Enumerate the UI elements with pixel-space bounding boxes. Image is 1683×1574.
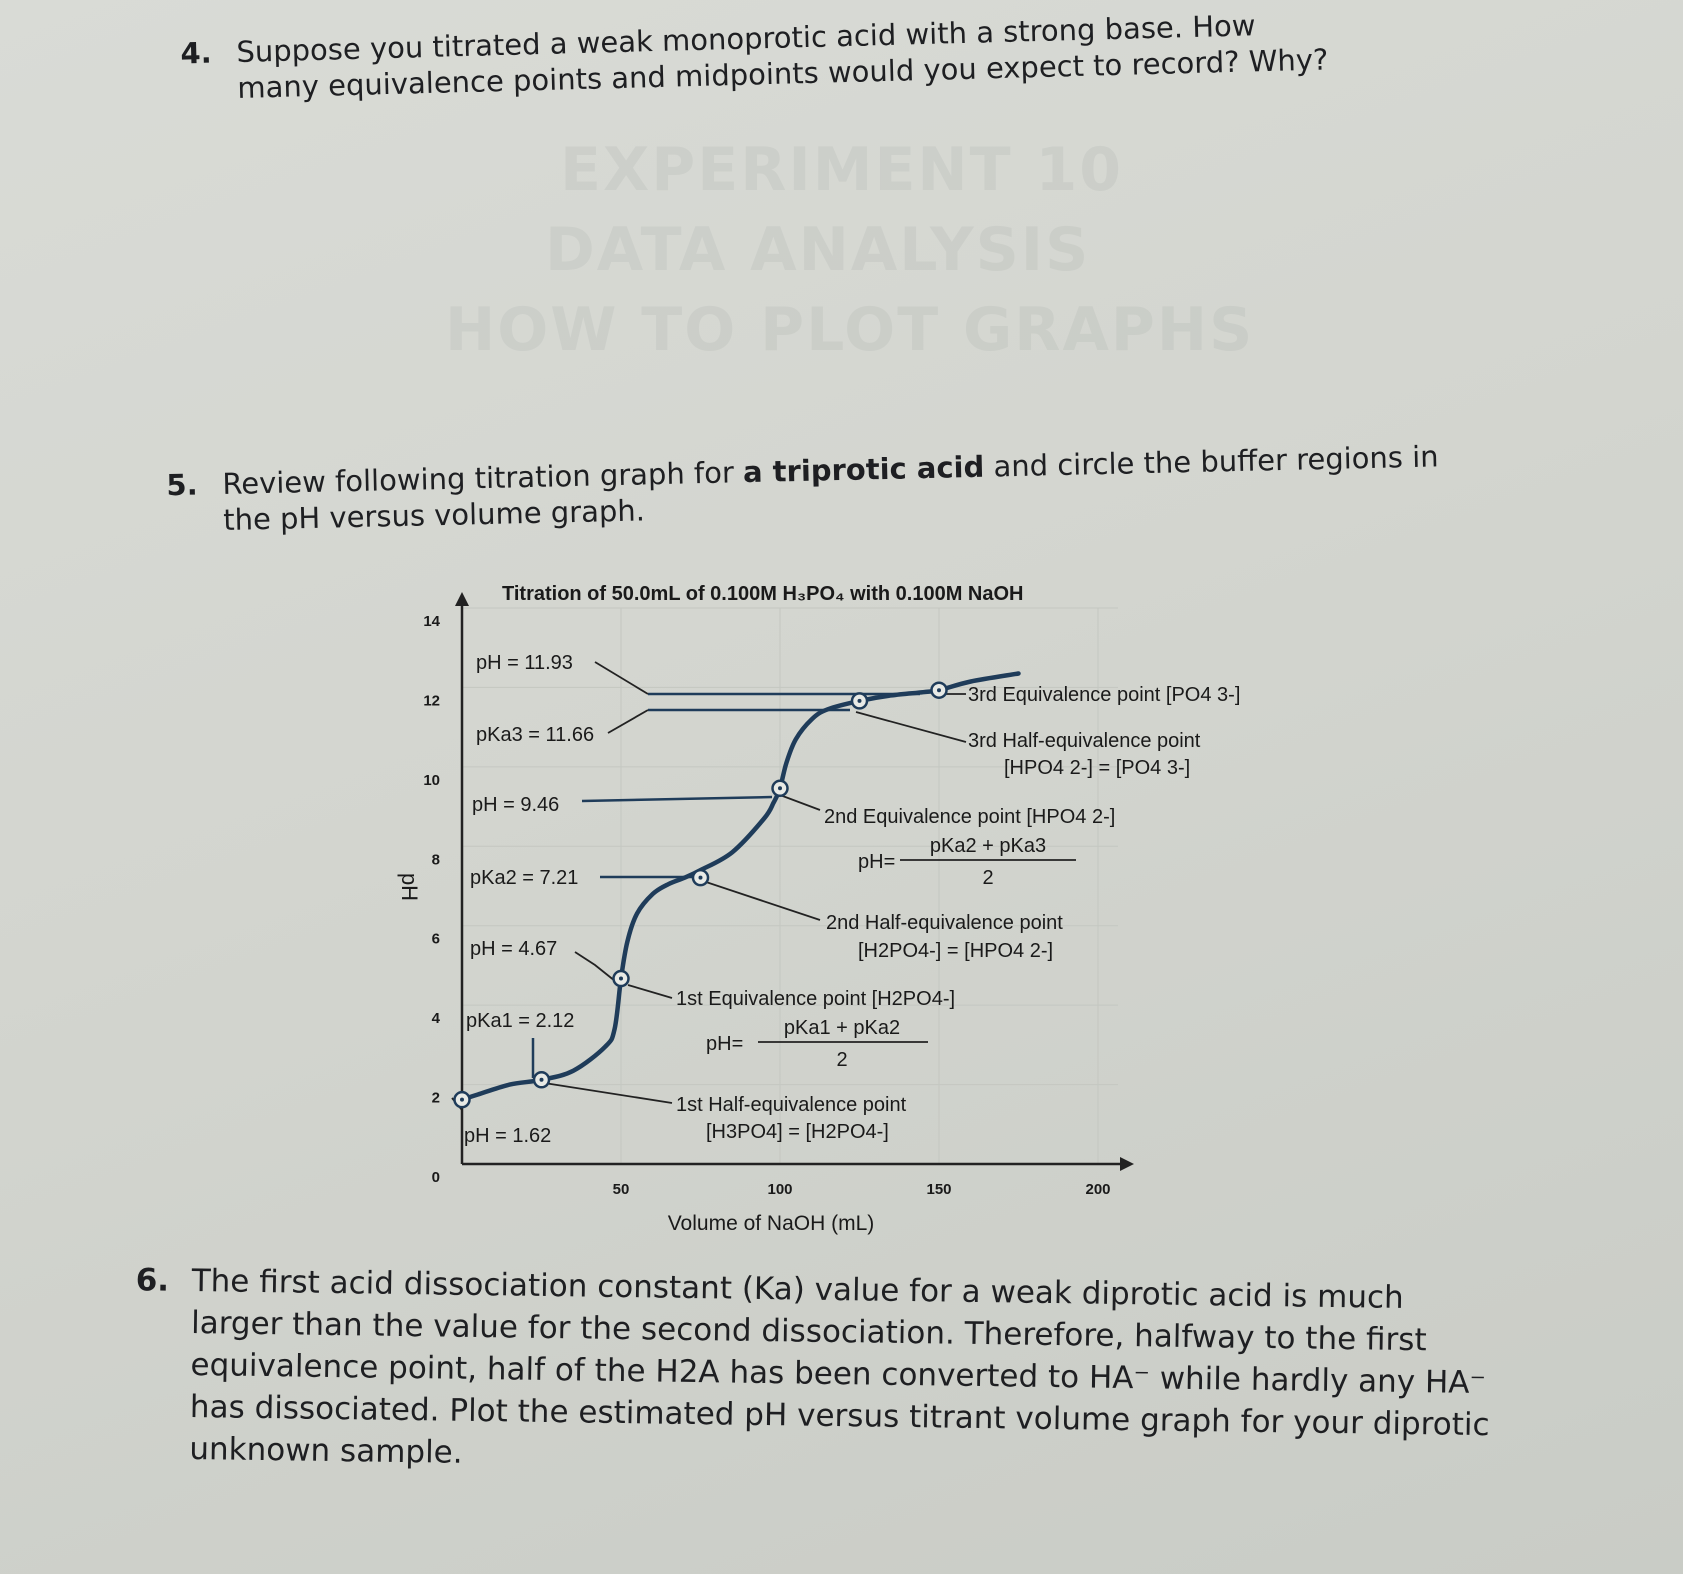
eq3-label: 3rd Equivalence point [PO4 3-] — [968, 684, 1241, 706]
x-tick-100: 100 — [767, 1181, 793, 1198]
y-tick-8: 8 — [431, 851, 440, 869]
question-6-number: 6. — [135, 1262, 170, 1299]
half2-label-line2: [H2PO4-] = [HPO4 2-] — [858, 940, 1054, 962]
y-tick-12: 12 — [423, 692, 440, 710]
question-5-number: 5. — [166, 467, 199, 503]
eq2-ph-denominator: 2 — [982, 867, 994, 889]
x-tick-200: 200 — [1085, 1181, 1111, 1198]
half2-label-line1: 2nd Half-equivalence point — [826, 912, 1063, 934]
y-axis-arrow — [455, 592, 469, 606]
label-ph-162: pH = 1.62 — [464, 1125, 552, 1147]
x-axis-arrow — [1120, 1157, 1134, 1171]
half3-label-line2: [HPO4 2-] = [PO4 3-] — [1004, 757, 1191, 779]
y-tick-10: 10 — [423, 771, 440, 789]
eq2-leader — [780, 795, 820, 810]
y-tick-6: 6 — [431, 930, 440, 948]
ph-946-line — [582, 797, 772, 801]
question-6 — [135, 1260, 1492, 1488]
label-ph-946: pH = 9.46 — [472, 794, 560, 816]
label-pka2: pKa2 = 7.21 — [470, 867, 579, 889]
eq1-ph-numerator: pKa1 + pKa2 — [783, 1017, 901, 1039]
y-axis-label: pH — [397, 872, 422, 902]
pka3-leader — [608, 710, 648, 733]
eq2-label: 2nd Equivalence point [HPO4 2-] — [824, 806, 1116, 828]
y-tick-14: 14 — [423, 613, 440, 630]
y-tick-2: 2 — [431, 1089, 440, 1107]
half1-leader — [538, 1082, 672, 1103]
watermark-line-2: DATA ANALYSIS — [545, 215, 1091, 285]
question-5-text-before: Review following titration graph for — [222, 455, 744, 501]
curve-marker-6 — [852, 693, 867, 708]
eq1-ph-prefix: pH= — [706, 1033, 744, 1055]
half3-label-line1: 3rd Half-equivalence point — [968, 730, 1201, 752]
half1-label-line1: 1st Half-equivalence point — [676, 1094, 907, 1116]
curve-marker-3 — [614, 971, 629, 986]
curve-markers — [455, 683, 947, 1107]
y-tick-labels — [423, 613, 440, 1186]
y-tick-4: 4 — [431, 1010, 440, 1028]
half2-leader — [700, 880, 820, 920]
chart-title: Titration of 50.0mL of 0.100M H₃PO₄ with 0.100M NaOH — [502, 583, 1024, 605]
question-6-text: The first acid dissociation constant (Ka) value for a weak diprotic acid is much larger than the value for the second dissociation. Therefore, halfway to the first equivalence point, half of the H2A has been converted to HA⁻ while hardly any HA⁻ has dissociated. Plot the estimated pH versus titrant volume graph for your diprotic unknown sample. — [189, 1262, 1490, 1471]
eq1-label: 1st Equivalence point [H2PO4-] — [676, 988, 956, 1010]
label-pka3: pKa3 = 11.66 — [476, 724, 595, 746]
curve-marker-2 — [534, 1072, 549, 1087]
question-4-text: Suppose you titrated a weak monoprotic acid with a strong base. How many equivalence points and midpoints would you expect to record? Why? — [236, 8, 1329, 105]
y-tick-0: 0 — [431, 1169, 440, 1186]
watermark-line-1: EXPERIMENT 10 — [560, 135, 1123, 205]
eq1-leader — [628, 985, 672, 998]
x-axis-label: Volume of NaOH (mL) — [667, 1212, 875, 1235]
watermark-line-3: HOW TO PLOT GRAPHS — [445, 295, 1255, 365]
eq2-ph-numerator: pKa2 + pKa3 — [929, 835, 1047, 857]
question-5-text-bold: a triprotic acid — [742, 449, 985, 490]
half1-label-line2: [H3PO4] = [H2PO4-] — [706, 1121, 889, 1143]
eq2-ph-prefix: pH= — [858, 851, 896, 873]
eq1-ph-denominator: 2 — [836, 1049, 848, 1071]
label-ph-1193: pH = 11.93 — [476, 652, 573, 674]
curve-marker-7 — [932, 683, 947, 698]
label-pka1: pKa1 = 2.12 — [466, 1010, 575, 1032]
x-tick-150: 150 — [926, 1181, 952, 1198]
curve-marker-1 — [455, 1092, 470, 1107]
curve-marker-5 — [773, 781, 788, 796]
half3-leader — [856, 712, 966, 742]
x-tick-labels — [613, 1181, 1111, 1198]
question-5-text-after: and circle the buffer regions in the pH versus volume graph. — [222, 439, 1439, 537]
x-tick-50: 50 — [612, 1181, 630, 1198]
question-4-number: 4. — [180, 35, 213, 71]
label-ph-467: pH = 4.67 — [470, 938, 558, 960]
curve-marker-4 — [693, 870, 708, 885]
